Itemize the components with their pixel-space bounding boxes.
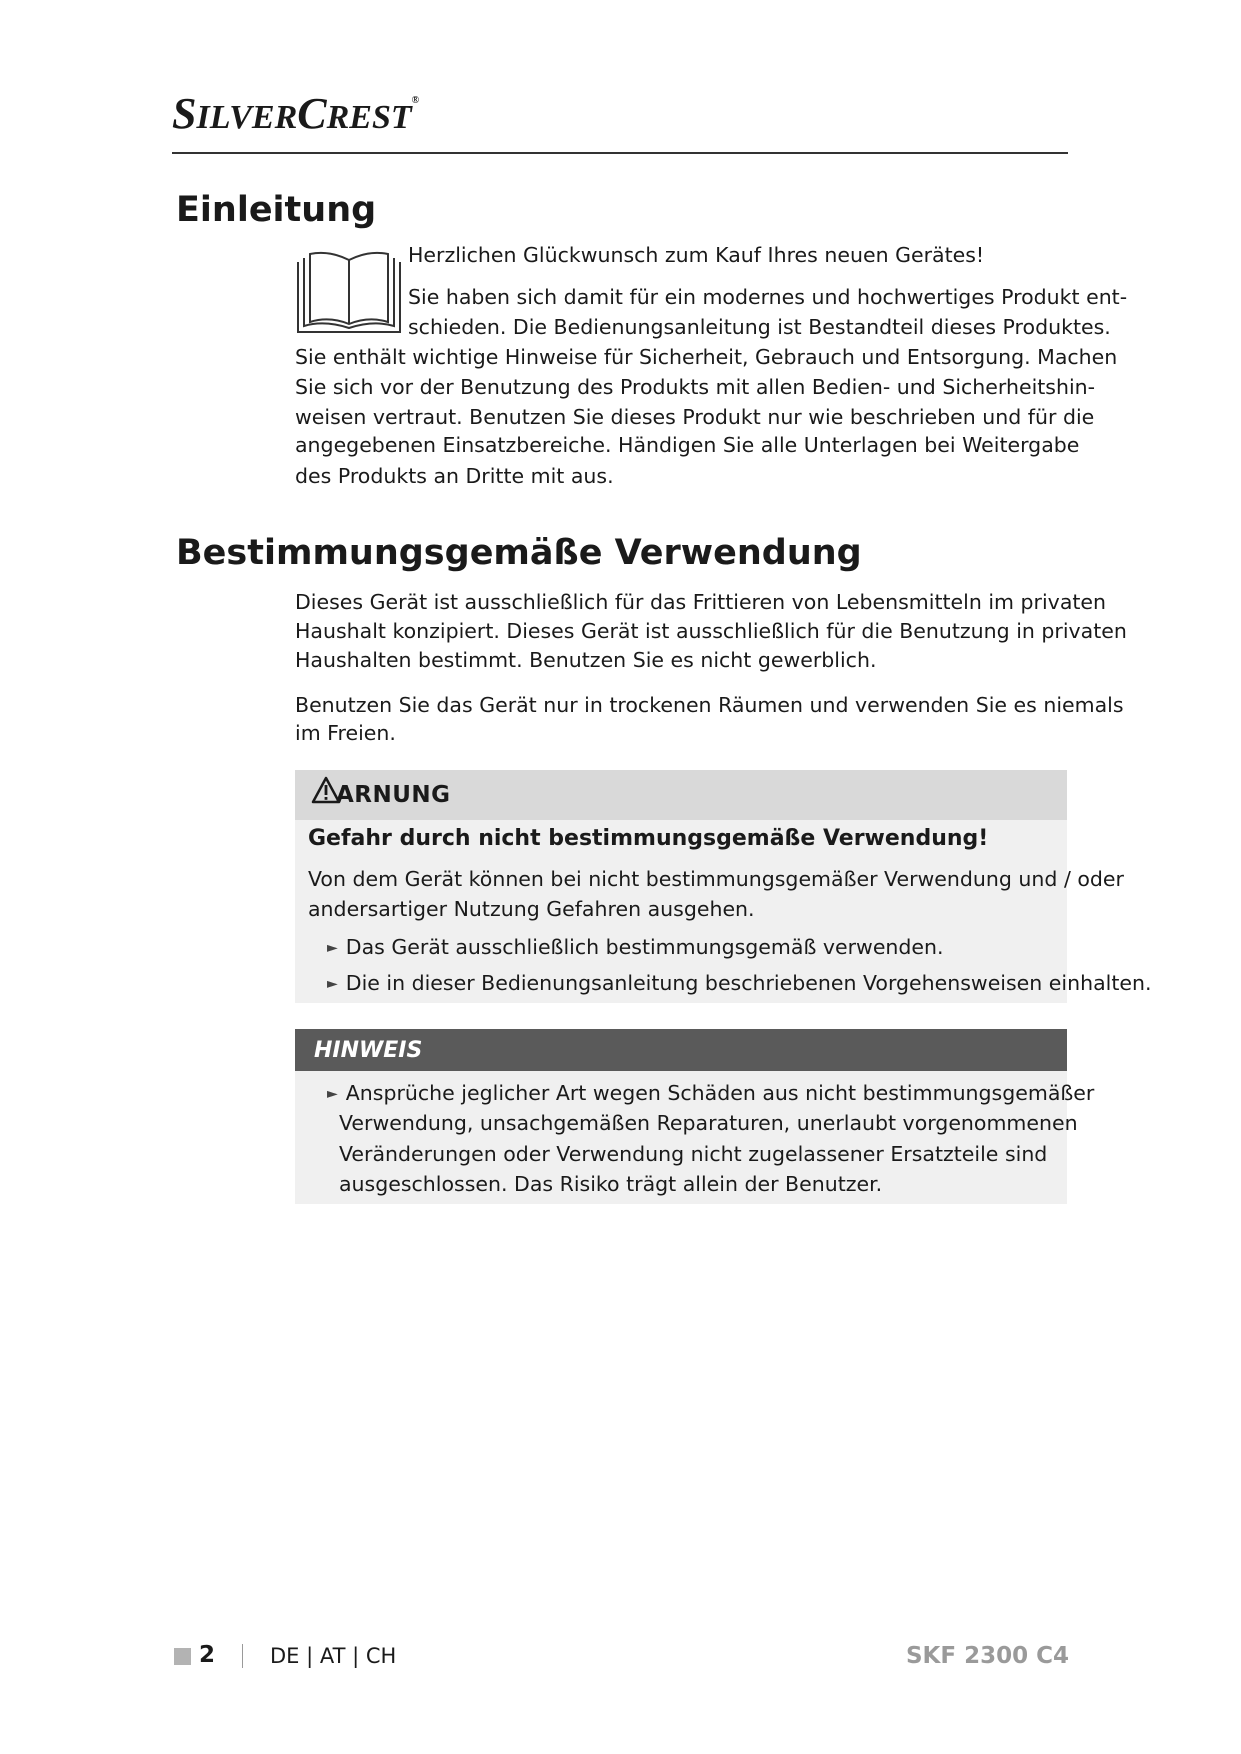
usage-line: Haushalten bestimmt. Benutzen Sie es nicht gewerblich. xyxy=(295,648,877,672)
intro-line: Sie enthält wichtige Hinweise für Sicherheit, Gebrauch und Entsorgung. Machen xyxy=(295,345,1118,369)
intro-line: angegebenen Einsatzbereiche. Händigen Sie alle Unterlagen bei Weitergabe xyxy=(295,433,1080,457)
warning-text-line: andersartiger Nutzung Gefahren ausgehen. xyxy=(308,897,755,921)
intro-line: Sie haben sich damit für ein modernes und hochwertiges Produkt ent- xyxy=(408,285,1128,309)
note-label: HINWEIS xyxy=(314,1038,423,1063)
warning-bullet: ► Das Gerät ausschließlich bestimmungsgemäß verwenden. xyxy=(327,935,944,959)
intro-greeting: Herzlichen Glückwunsch zum Kauf Ihres neuen Gerätes! xyxy=(408,243,985,267)
warning-bullet: ► Die in dieser Bedienungsanleitung beschriebenen Vorgehensweisen einhalten. xyxy=(327,971,1152,995)
brand-logo: SILVERCREST® xyxy=(172,89,420,138)
section-heading-verwendung: Bestimmungsgemäße Verwendung xyxy=(176,533,862,573)
note-line: ausgeschlossen. Das Risiko trägt allein der Benutzer. xyxy=(339,1172,883,1196)
footer-model: SKF 2300 C4 xyxy=(905,1643,1069,1669)
warning-text-line: Von dem Gerät können bei nicht bestimmungsgemäßer Verwendung und / oder xyxy=(308,867,1124,891)
usage-line: Benutzen Sie das Gerät nur in trockenen Räumen und verwenden Sie es niemals xyxy=(295,693,1124,717)
footer-languages: DE | AT | CH xyxy=(270,1644,397,1668)
note-line: Veränderungen oder Verwendung nicht zugelassener Ersatzteile sind xyxy=(339,1142,1048,1166)
usage-line: Haushalt konzipiert. Dieses Gerät ist ausschließlich für die Benutzung in privaten xyxy=(295,619,1127,643)
note-bullet: ► Ansprüche jeglicher Art wegen Schäden aus nicht bestimmungsgemäßer xyxy=(327,1081,1095,1105)
usage-line: Dieses Gerät ist ausschließlich für das Frittieren von Lebensmitteln im privaten xyxy=(295,590,1107,614)
intro-line: Sie sich vor der Benutzung des Produkts mit allen Bedien- und Sicherheitshin- xyxy=(295,375,1096,399)
intro-line: weisen vertraut. Benutzen Sie dieses Produkt nur wie beschrieben und für die xyxy=(295,405,1095,429)
warning-label: ARNUNG xyxy=(336,782,451,808)
page-number: 2 xyxy=(199,1642,216,1668)
intro-line: schieden. Die Bedienungsanleitung ist Bestandteil dieses Produktes. xyxy=(408,315,1111,339)
note-line: Verwendung, unsachgemäßen Reparaturen, unerlaubt vorgenommenen xyxy=(339,1111,1078,1135)
bullet-arrow-icon: ► xyxy=(327,976,338,992)
bullet-arrow-icon: ► xyxy=(327,1086,338,1102)
footer-divider xyxy=(242,1644,243,1668)
warning-subtitle: Gefahr durch nicht bestimmungsgemäße Verwendung! xyxy=(308,826,989,851)
header-rule xyxy=(172,152,1068,154)
bullet-arrow-icon: ► xyxy=(327,940,338,956)
intro-line: des Produkts an Dritte mit aus. xyxy=(295,464,614,488)
section-heading-einleitung: Einleitung xyxy=(176,190,377,230)
footer-square-icon xyxy=(174,1648,191,1665)
book-icon xyxy=(294,250,404,336)
usage-line: im Freien. xyxy=(295,721,396,745)
